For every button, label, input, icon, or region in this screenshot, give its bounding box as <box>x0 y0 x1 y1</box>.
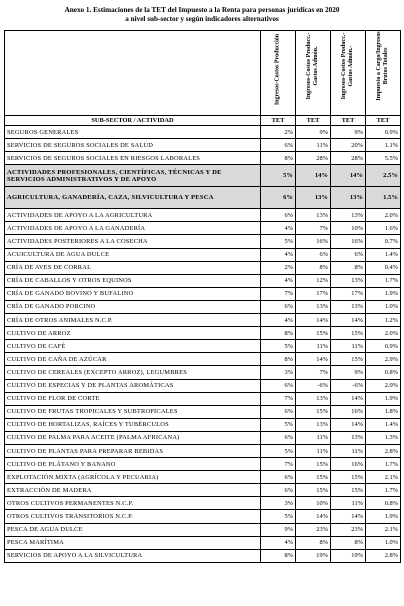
activity-name: ACUICULTURA DE AGUA DULCE <box>5 248 261 261</box>
tet-value-4: 1.9% <box>366 287 401 300</box>
tet-value-1: 6% <box>261 405 296 418</box>
activity-name: CULTIVO DE ARROZ <box>5 327 261 340</box>
tet-value-4: 2.8% <box>366 549 401 562</box>
tet-value-2: 13% <box>296 300 331 313</box>
tet-value-3: 8% <box>331 536 366 549</box>
tet-value-1: 5% <box>261 510 296 523</box>
tet-value-4: 2.0% <box>366 209 401 222</box>
table-row <box>5 126 401 139</box>
tet-value-1: 8% <box>261 152 296 165</box>
tet-value-1: 5% <box>261 165 296 187</box>
tet-value-1: 6% <box>261 300 296 313</box>
table-row <box>5 418 401 431</box>
activity-name: CRÍA DE GANADO PORCINO <box>5 300 261 313</box>
table-row <box>5 327 401 340</box>
activity-name: ACTIVIDADES POSTERIORES A LA COSECHA <box>5 235 261 248</box>
tet-value-2: 10% <box>296 497 331 510</box>
table-row <box>5 287 401 300</box>
tet-value-1: 8% <box>261 353 296 366</box>
tet-value-4: 5.5% <box>366 152 401 165</box>
tet-value-2: 13% <box>296 418 331 431</box>
tet-value-3: 20% <box>331 139 366 152</box>
table-row <box>5 248 401 261</box>
table-row <box>5 523 401 536</box>
tet-value-3: 8% <box>331 261 366 274</box>
tet-value-4: 0.8% <box>366 497 401 510</box>
tet-value-2: 9% <box>296 126 331 139</box>
activity-name: SERVICIOS DE SEGUROS SOCIALES DE SALUD <box>5 139 261 152</box>
col-header-3: Ingresos-Costos Producc.-Gastos Admón.- <box>331 31 366 116</box>
annex-title <box>4 6 400 24</box>
tet-value-2: 15% <box>296 458 331 471</box>
tet-value-4: 2.0% <box>366 379 401 392</box>
tet-value-1: 5% <box>261 340 296 353</box>
tet-value-1: 6% <box>261 379 296 392</box>
table-body <box>5 126 401 563</box>
tet-value-2: 13% <box>296 209 331 222</box>
tet-value-3: 15% <box>331 484 366 497</box>
activity-name: CULTIVO DE PLÁTANO Y BANANO <box>5 458 261 471</box>
table-row <box>5 139 401 152</box>
tet-value-4: 1.8% <box>366 405 401 418</box>
tet-value-3: 14% <box>331 418 366 431</box>
tet-value-3: 19% <box>331 549 366 562</box>
tet-value-2: -6% <box>296 379 331 392</box>
tet-value-3: 28% <box>331 152 366 165</box>
table-row <box>5 235 401 248</box>
tet-value-4: 0.9% <box>366 126 401 139</box>
table-row <box>5 366 401 379</box>
tet-value-4: 1.5% <box>366 187 401 209</box>
tet-value-2: 15% <box>296 484 331 497</box>
tet-value-3: 14% <box>331 314 366 327</box>
tet-value-4: 1.1% <box>366 139 401 152</box>
tet-value-1: 3% <box>261 497 296 510</box>
activity-name: ACTIVIDADES DE APOYO A LA GANADERÍA <box>5 222 261 235</box>
table-row <box>5 300 401 313</box>
tet-value-1: 6% <box>261 209 296 222</box>
tet-value-3: 23% <box>331 523 366 536</box>
tet-value-4: 2.8% <box>366 444 401 457</box>
tet-value-4: 1.2% <box>366 314 401 327</box>
tet-value-3: 13% <box>331 274 366 287</box>
tet-value-2: 7% <box>296 366 331 379</box>
tet-value-2: 23% <box>296 523 331 536</box>
table-row <box>5 314 401 327</box>
tet-value-2: 11% <box>296 444 331 457</box>
table-row <box>5 510 401 523</box>
col-header-1: Ingresos-Costos Producción <box>261 31 296 116</box>
tet-value-4: 2.0% <box>366 327 401 340</box>
tet-value-1: 5% <box>261 444 296 457</box>
tet-value-4: 1.3% <box>366 431 401 444</box>
table-row <box>5 497 401 510</box>
tet-value-1: 4% <box>261 314 296 327</box>
tet-value-3: 14% <box>331 392 366 405</box>
table-row <box>5 392 401 405</box>
table-row <box>5 152 401 165</box>
activity-name: CULTIVO DE FRUTAS TROPICALES Y SUBTROPICALES <box>5 405 261 418</box>
tet-value-3: 14% <box>331 510 366 523</box>
tet-value-3: 16% <box>331 405 366 418</box>
tet-value-3: 17% <box>331 287 366 300</box>
column-headers-row <box>5 31 401 116</box>
activity-name: EXPLOTACIÓN MIXTA (AGRÍCOLA Y PECUARIA) <box>5 471 261 484</box>
tet-value-1: 4% <box>261 248 296 261</box>
tet-value-4: 0.8% <box>366 366 401 379</box>
tet-value-2: 12% <box>296 274 331 287</box>
activity-name: CRÍA DE CABALLOS Y OTROS EQUINOS <box>5 274 261 287</box>
tet-value-4: 2.5% <box>366 165 401 187</box>
table-row <box>5 405 401 418</box>
table-row <box>5 536 401 549</box>
label-row <box>5 116 401 126</box>
subsector-label: SUB-SECTOR / ACTIVIDAD <box>5 116 261 126</box>
tet-value-4: 1.6% <box>366 222 401 235</box>
tet-value-2: 6% <box>296 248 331 261</box>
tet-value-1: 7% <box>261 392 296 405</box>
tet-value-2: 11% <box>296 431 331 444</box>
tet-value-2: 7% <box>296 222 331 235</box>
table-row <box>5 431 401 444</box>
tet-value-4: 1.7% <box>366 484 401 497</box>
tet-value-2: 28% <box>296 152 331 165</box>
blank-header <box>5 31 261 116</box>
tet-value-4: 2.9% <box>366 353 401 366</box>
tet-value-1: 2% <box>261 261 296 274</box>
tet-value-2: 11% <box>296 340 331 353</box>
table-row <box>5 261 401 274</box>
tet-value-4: 0.4% <box>366 261 401 274</box>
tet-value-3: 6% <box>331 248 366 261</box>
activity-name: SERVICIOS DE APOYO A LA SILVICULTURA <box>5 549 261 562</box>
tet-value-3: 11% <box>331 497 366 510</box>
activity-name: EXTRACCIÓN DE MADERA <box>5 484 261 497</box>
activity-name: PESCA MARÍTIMA <box>5 536 261 549</box>
tet-value-1: 4% <box>261 274 296 287</box>
tet-value-1: 4% <box>261 536 296 549</box>
tet-value-4: 2.1% <box>366 523 401 536</box>
tet-value-4: 1.4% <box>366 418 401 431</box>
tet-value-2: 8% <box>296 261 331 274</box>
activity-name: CULTIVO DE HORTALIZAS, RAÍCES Y TUBÉRCULOS <box>5 418 261 431</box>
table-row <box>5 549 401 562</box>
table-row <box>5 353 401 366</box>
tet-value-2: 14% <box>296 314 331 327</box>
activity-name: CRÍA DE OTROS ANIMALES N.C.P. <box>5 314 261 327</box>
activity-name: SERVICIOS DE SEGUROS SOCIALES EN RIESGOS LABORALES <box>5 152 261 165</box>
title-line-1: Anexo 1. Estimaciones de la TET del Impuesto a la Renta para personas jurídicas en 2020 <box>64 6 340 14</box>
activity-name: CULTIVO DE PLANTAS PARA PREPARAR BEBIDAS <box>5 444 261 457</box>
tet-value-1: 6% <box>261 431 296 444</box>
activity-name: SEGUROS GENERALES <box>5 126 261 139</box>
tet-value-3: 9% <box>331 366 366 379</box>
tet-value-1: 4% <box>261 222 296 235</box>
activity-name: CULTIVO DE CEREALES (EXCEPTO ARROZ), LEGUMBRES <box>5 366 261 379</box>
activity-name: AGRICULTURA, GANADERÍA, CAZA, SILVICULTURA Y PESCA <box>5 187 261 209</box>
tet-label: TET <box>331 116 366 126</box>
activity-name: OTROS CULTIVOS TRANSITORIOS N.C.P. <box>5 510 261 523</box>
tet-value-1: 2% <box>261 126 296 139</box>
tet-value-4: 1.7% <box>366 458 401 471</box>
tet-value-2: 13% <box>296 392 331 405</box>
tet-value-2: 15% <box>296 471 331 484</box>
tet-value-1: 7% <box>261 458 296 471</box>
table-row <box>5 209 401 222</box>
tet-value-4: 1.4% <box>366 248 401 261</box>
tet-label: TET <box>261 116 296 126</box>
tet-value-2: 14% <box>296 165 331 187</box>
table-row <box>5 458 401 471</box>
activity-name: ACTIVIDADES DE APOYO A LA AGRICULTURA <box>5 209 261 222</box>
tet-value-2: 14% <box>296 510 331 523</box>
tet-value-4: 1.7% <box>366 274 401 287</box>
activity-name: CULTIVO DE PALMA PARA ACEITE (PALMA AFRICANA) <box>5 431 261 444</box>
tet-value-1: 5% <box>261 418 296 431</box>
tet-value-3: 15% <box>331 327 366 340</box>
tet-value-4: 0.7% <box>366 235 401 248</box>
tet-value-1: 5% <box>261 235 296 248</box>
activity-name: PESCA DE AGUA DULCE <box>5 523 261 536</box>
table-row <box>5 471 401 484</box>
tet-value-1: 6% <box>261 187 296 209</box>
sector-row <box>5 165 401 187</box>
tet-value-1: 3% <box>261 366 296 379</box>
activity-name: ACTIVIDADES PROFESIONALES, CIENTÍFICAS, TÉCNICAS Y DE SERVICIOS ADMINISTRATIVOS Y DE APOYO <box>5 165 261 187</box>
tet-value-3: 11% <box>331 444 366 457</box>
activity-name: CULTIVO DE CAÑA DE AZÚCAR <box>5 353 261 366</box>
tet-value-1: 6% <box>261 139 296 152</box>
activity-name: CULTIVO DE CAFÉ <box>5 340 261 353</box>
tet-value-2: 11% <box>296 139 331 152</box>
tet-value-2: 13% <box>296 187 331 209</box>
table-row <box>5 444 401 457</box>
tet-value-3: 14% <box>331 165 366 187</box>
title-line-2: a nivel sub-sector y según indicadores alternativos <box>125 15 279 23</box>
tet-value-1: 8% <box>261 549 296 562</box>
table-row <box>5 340 401 353</box>
tet-value-3: -6% <box>331 379 366 392</box>
activity-name: CULTIVO DE FLOR DE CORTE <box>5 392 261 405</box>
table-row <box>5 222 401 235</box>
tet-value-2: 19% <box>296 549 331 562</box>
tet-value-3: 9% <box>331 126 366 139</box>
tet-value-4: 1.0% <box>366 536 401 549</box>
tet-value-1: 6% <box>261 484 296 497</box>
tet-value-4: 2.1% <box>366 471 401 484</box>
tet-value-3: 10% <box>331 222 366 235</box>
col-header-2: Ingresos-Costos Producc.-Gastos Admón. <box>296 31 331 116</box>
tet-value-4: 0.9% <box>366 340 401 353</box>
activity-name: CRÍA DE GANADO BOVINO Y BUFALINO <box>5 287 261 300</box>
tet-value-2: 14% <box>296 353 331 366</box>
tet-value-2: 8% <box>296 536 331 549</box>
tet-label: TET <box>296 116 331 126</box>
activity-name: CRÍA DE AVES DE CORRAL <box>5 261 261 274</box>
tet-value-4: 1.0% <box>366 300 401 313</box>
tet-value-2: 15% <box>296 405 331 418</box>
tet-value-3: 11% <box>331 340 366 353</box>
table-row <box>5 484 401 497</box>
tet-table <box>4 30 401 563</box>
tet-value-3: 13% <box>331 209 366 222</box>
tet-value-3: 16% <box>331 235 366 248</box>
tet-value-2: 15% <box>296 327 331 340</box>
tet-value-3: 13% <box>331 431 366 444</box>
tet-value-3: 15% <box>331 353 366 366</box>
col-header-4: Impuesto a Cargo/Ingresos Brutos Totales <box>366 31 401 116</box>
tet-label: TET <box>366 116 401 126</box>
table-row <box>5 274 401 287</box>
tet-value-4: 1.9% <box>366 510 401 523</box>
sector-row <box>5 187 401 209</box>
tet-value-3: 13% <box>331 300 366 313</box>
tet-value-3: 13% <box>331 187 366 209</box>
tet-value-2: 17% <box>296 287 331 300</box>
tet-value-2: 16% <box>296 235 331 248</box>
tet-value-1: 9% <box>261 523 296 536</box>
tet-value-3: 15% <box>331 471 366 484</box>
tet-value-1: 8% <box>261 327 296 340</box>
tet-value-4: 1.9% <box>366 392 401 405</box>
tet-value-1: 6% <box>261 471 296 484</box>
activity-name: CULTIVO DE ESPECIAS Y DE PLANTAS AROMÁTICAS <box>5 379 261 392</box>
tet-value-1: 7% <box>261 287 296 300</box>
table-row <box>5 379 401 392</box>
activity-name: OTROS CULTIVOS PERMANENTES N.C.P. <box>5 497 261 510</box>
tet-value-3: 16% <box>331 458 366 471</box>
